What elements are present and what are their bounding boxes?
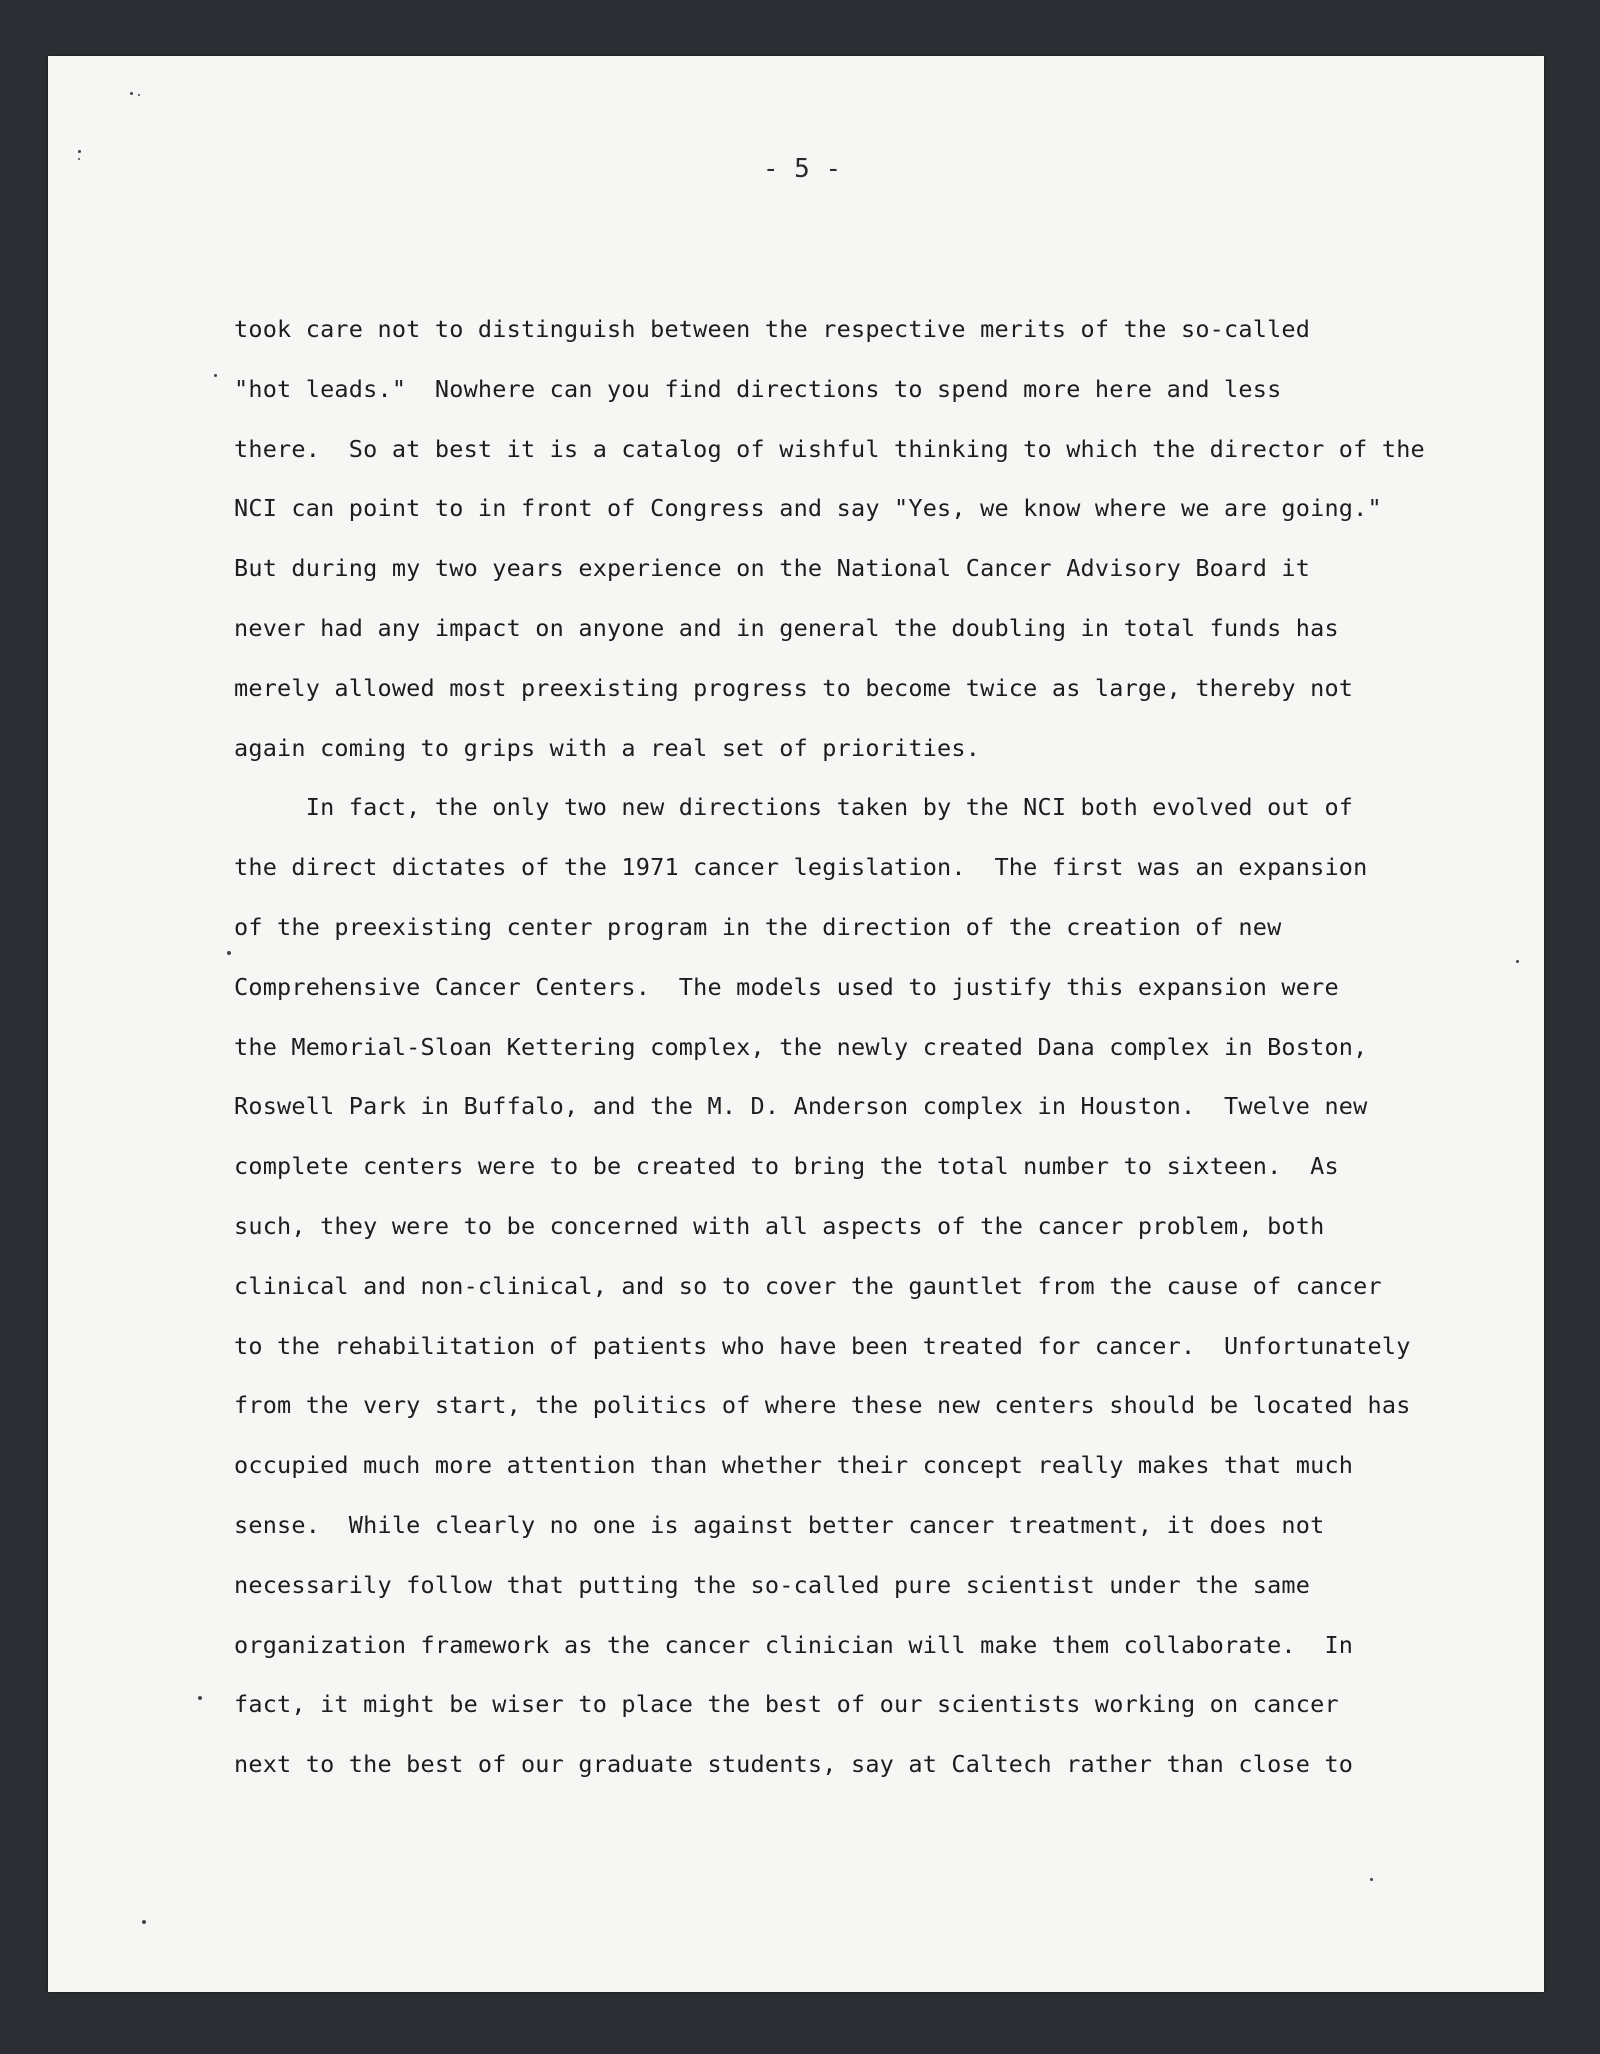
- text-line: there. So at best it is a catalog of wishful thinking to which the director of the: [234, 434, 1425, 463]
- text-line: organization framework as the cancer clinician will make them collaborate. In: [234, 1630, 1354, 1659]
- text-line: complete centers were to be created to bring the total number to sixteen. As: [234, 1152, 1339, 1181]
- paper-speck: [1516, 960, 1519, 963]
- paper-speck: [78, 150, 81, 153]
- text-line: never had any impact on anyone and in general the doubling in total funds has: [234, 613, 1339, 642]
- text-line: the Memorial-Sloan Kettering complex, the newly created Dana complex in Boston,: [234, 1032, 1368, 1061]
- text-line: clinical and non-clinical, and so to cover the gauntlet from the cause of cancer: [234, 1271, 1382, 1300]
- text-line: "hot leads." Nowhere can you find directions to spend more here and less: [234, 374, 1282, 403]
- paper-speck: [198, 1696, 202, 1700]
- text-line: of the preexisting center program in the direction of the creation of new: [234, 912, 1282, 941]
- paper-speck: [138, 94, 140, 96]
- text-line: merely allowed most preexisting progress to become twice as large, thereby not: [234, 673, 1354, 702]
- text-line: again coming to grips with a real set of priorities.: [234, 733, 981, 762]
- text-line: sense. While clearly no one is against better cancer treatment, it does not: [234, 1510, 1325, 1539]
- text-line: fact, it might be wiser to place the best of our scientists working on cancer: [234, 1690, 1339, 1719]
- text-line: took care not to distinguish between the respective merits of the so-called: [234, 315, 1311, 343]
- paper-speck: [130, 92, 133, 95]
- document-page: [48, 56, 1544, 1992]
- paper-speck: [214, 374, 217, 377]
- text-line: But during my two years experience on the National Cancer Advisory Board it: [234, 554, 1311, 583]
- text-line: NCI can point to in front of Congress and say "Yes, we know where we are going.": [234, 494, 1382, 523]
- text-line: such, they were to be concerned with all aspects of the cancer problem, both: [234, 1211, 1325, 1240]
- text-line: to the rehabilitation of patients who have been treated for cancer. Unfortunately: [234, 1331, 1411, 1360]
- text-line: In fact, the only two new directions taken by the NCI both evolved out of: [234, 793, 1354, 822]
- paper-speck: [142, 1920, 146, 1924]
- text-line: Comprehensive Cancer Centers. The models used to justify this expansion were: [234, 972, 1339, 1001]
- page-number: - 5 -: [762, 154, 842, 184]
- body-text: [234, 300, 1524, 1795]
- text-line: next to the best of our graduate students, say at Caltech rather than close to: [234, 1750, 1354, 1779]
- text-line: Roswell Park in Buffalo, and the M. D. Anderson complex in Houston. Twelve new: [234, 1092, 1368, 1121]
- text-line: from the very start, the politics of where these new centers should be located has: [234, 1391, 1411, 1420]
- text-line: the direct dictates of the 1971 cancer legislation. The first was an expansion: [234, 853, 1368, 882]
- text-line: occupied much more attention than whether their concept really makes that much: [234, 1451, 1354, 1480]
- paper-speck: [1370, 1878, 1373, 1881]
- text-line: necessarily follow that putting the so-called pure scientist under the same: [234, 1570, 1311, 1599]
- paper-speck: [78, 158, 80, 160]
- paper-speck: [227, 951, 231, 955]
